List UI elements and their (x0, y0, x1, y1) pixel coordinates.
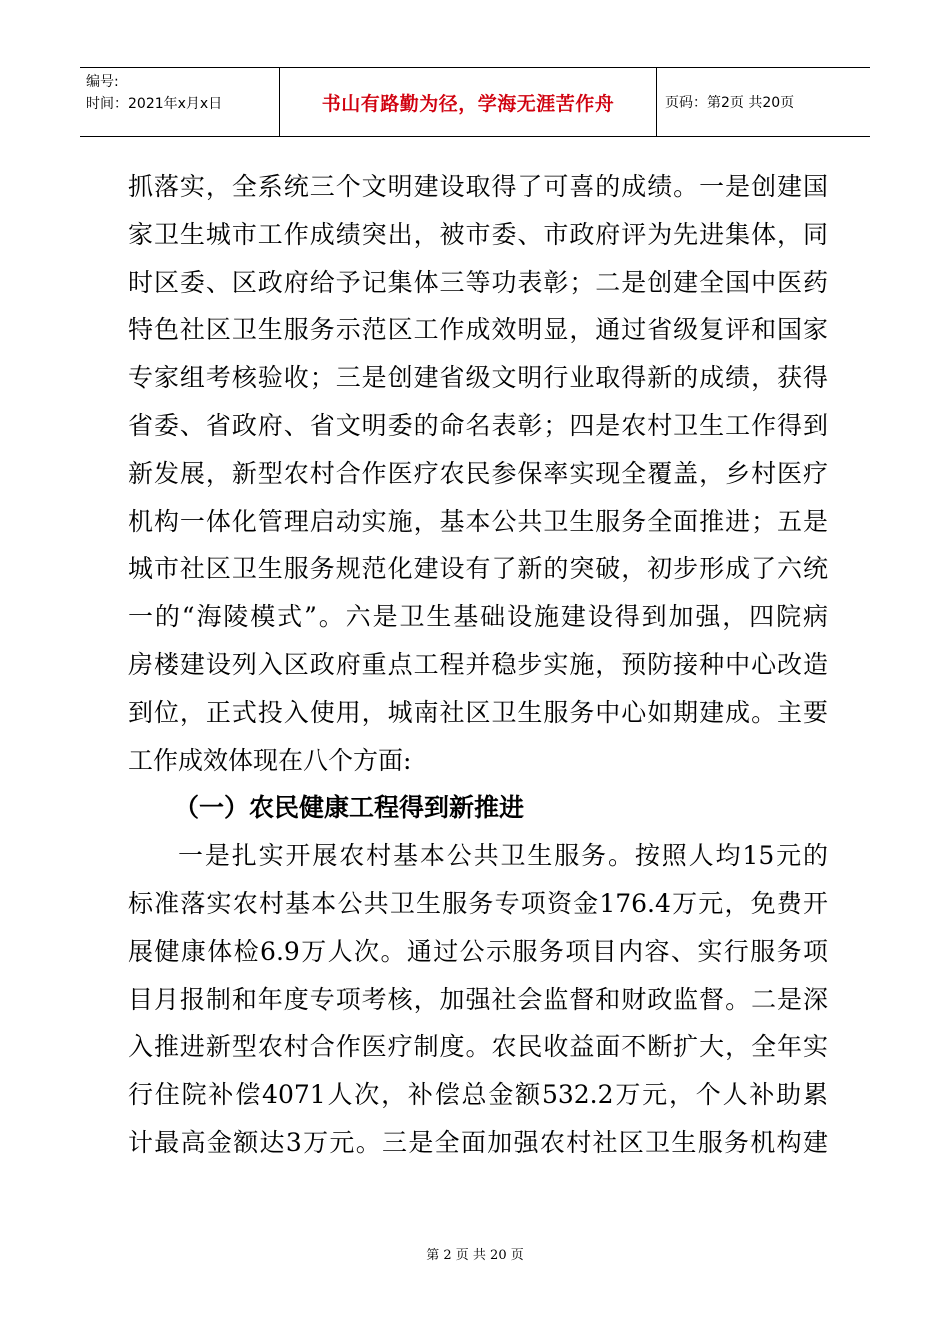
header-meta (80, 68, 280, 136)
document-number-label: 编号: (86, 74, 119, 90)
body-line: 抓落实，全系统三个文明建设取得了可喜的成绩。一是创建国 (128, 172, 828, 201)
body-line: 一的“海陵模式”。六是卫生基础设施建设得到加强，四院病 (128, 602, 828, 632)
body-line: 新发展，新型农村合作医疗农民参保率实现全覆盖，乡村医疗 (128, 458, 828, 488)
body-line: 计最高金额达3万元。三是全面加强农村社区卫生服务机构建 (128, 1127, 828, 1157)
body-line: 一是扎实开展农村基本公共卫生服务。按照人均15元的 (178, 841, 828, 871)
body-line: 工作成效体现在八个方面: (128, 745, 412, 775)
header-motto: 书山有路勤为径，学海无涯苦作舟 (280, 68, 657, 136)
body-line: 省委、省政府、省文明委的命名表彰；四是农村卫生工作得到 (128, 410, 828, 440)
body-line: 标准落实农村基本公共卫生服务专项资金176.4万元，免费开 (128, 888, 828, 918)
body-line: 到位，正式投入使用，城南社区卫生服务中心如期建成。主要 (128, 697, 828, 727)
page-footer: 第 2 页 共 20 页 (426, 1248, 524, 1263)
body-line: 机构一体化管理启动实施，基本公共卫生服务全面推进；五是 (128, 506, 828, 536)
page-header (80, 67, 870, 137)
body-line: 家卫生城市工作成绩突出，被市委、市政府评为先进集体，同 (128, 219, 828, 249)
header-page-info: 页码：第2页 共20页 (665, 95, 795, 111)
body-line: 展健康体检6.9万人次。通过公示服务项目内容、实行服务项 (128, 936, 828, 966)
body-line: 城市社区卫生服务规范化建设有了新的突破，初步形成了六统 (128, 554, 828, 584)
document-time-label: 时间：2021年x月x日 (86, 96, 223, 112)
section-heading: （一）农民健康工程得到新推进 (174, 793, 525, 823)
body-line: 目月报制和年度专项考核，加强社会监督和财政监督。二是深 (128, 984, 828, 1014)
body-line: 时区委、区政府给予记集体三等功表彰；二是创建全国中医药 (128, 267, 828, 297)
body-line: 专家组考核验收；三是创建省级文明行业取得新的成绩，获得 (128, 363, 828, 393)
body-line: 行住院补偿4071人次，补偿总金额532.2万元，个人补助累 (128, 1080, 828, 1110)
document-body (128, 163, 828, 1167)
body-line: 房楼建设列入区政府重点工程并稳步实施，预防接种中心改造 (128, 649, 828, 679)
body-line: 入推进新型农村合作医疗制度。农民收益面不断扩大，全年实 (128, 1032, 828, 1062)
body-line: 特色社区卫生服务示范区工作成效明显，通过省级复评和国家 (128, 315, 828, 345)
